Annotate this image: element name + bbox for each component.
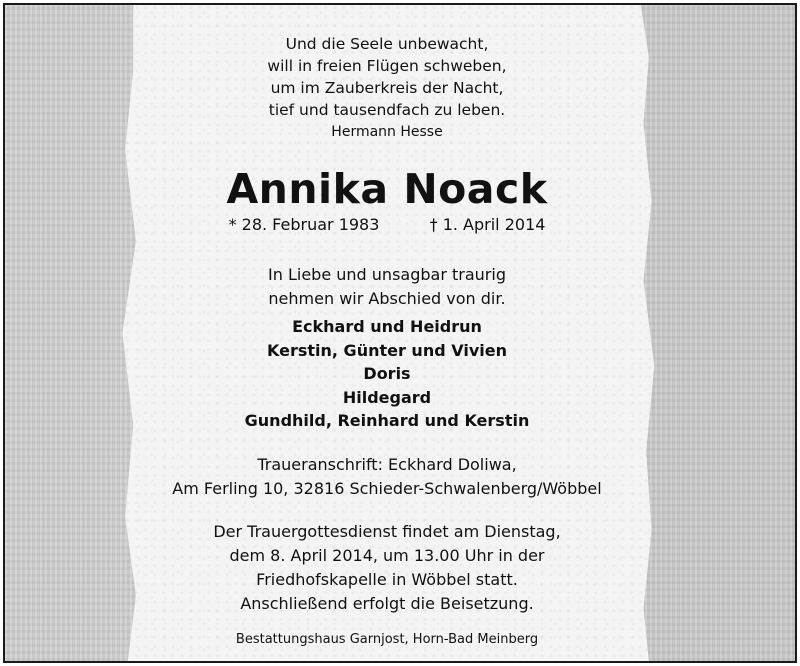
service-info [117,520,657,616]
mourner: Gundhild, Reinhard und Kerstin [244,411,530,430]
poem-line: will in freien Flügen schweben, [267,57,507,75]
undertaker: Bestattungshaus Garnjost, Horn-Bad Meinberg [235,632,539,647]
address-line: Am Ferling 10, 32816 Schieder-Schwalenberg/Wöbbel [172,479,602,498]
notice-content [117,5,657,661]
service-line: Der Trauergottesdienst findet am Dienstag, [213,522,561,541]
service-line: dem 8. April 2014, um 13.00 Uhr in der [229,546,545,565]
farewell-line: nehmen wir Abschied von dir. [268,289,506,308]
life-dates [117,214,657,236]
poem-line: um im Zauberkreis der Nacht, [270,79,504,97]
poem-line: Und die Seele unbewacht, [285,35,489,53]
obituary-notice [3,3,797,663]
left-background-texture [5,5,135,661]
farewell-text [117,263,657,311]
farewell-line: In Liebe und unsagbar traurig [268,265,506,284]
mourner: Eckhard und Heidrun [292,317,482,336]
deceased-name: Annika Noack [226,165,548,213]
birth-date: * 28. Februar 1983 [228,215,380,234]
poem-author: Hermann Hesse [331,124,443,140]
mourners-list [117,315,657,433]
mourner: Doris [363,364,411,383]
address-line: Traueranschrift: Eckhard Doliwa, [257,455,517,474]
death-date: † 1. April 2014 [429,215,546,234]
mourner: Kerstin, Günter und Vivien [267,340,507,360]
mourning-address [117,453,657,501]
service-line: Friedhofskapelle in Wöbbel statt. [256,570,518,589]
poem-line: tief und tausendfach zu leben. [268,101,506,119]
poem [117,33,657,143]
service-line: Anschließend erfolgt die Beisetzung. [240,594,534,613]
mourner: Hildegard [342,387,432,407]
right-background-texture [635,5,795,661]
